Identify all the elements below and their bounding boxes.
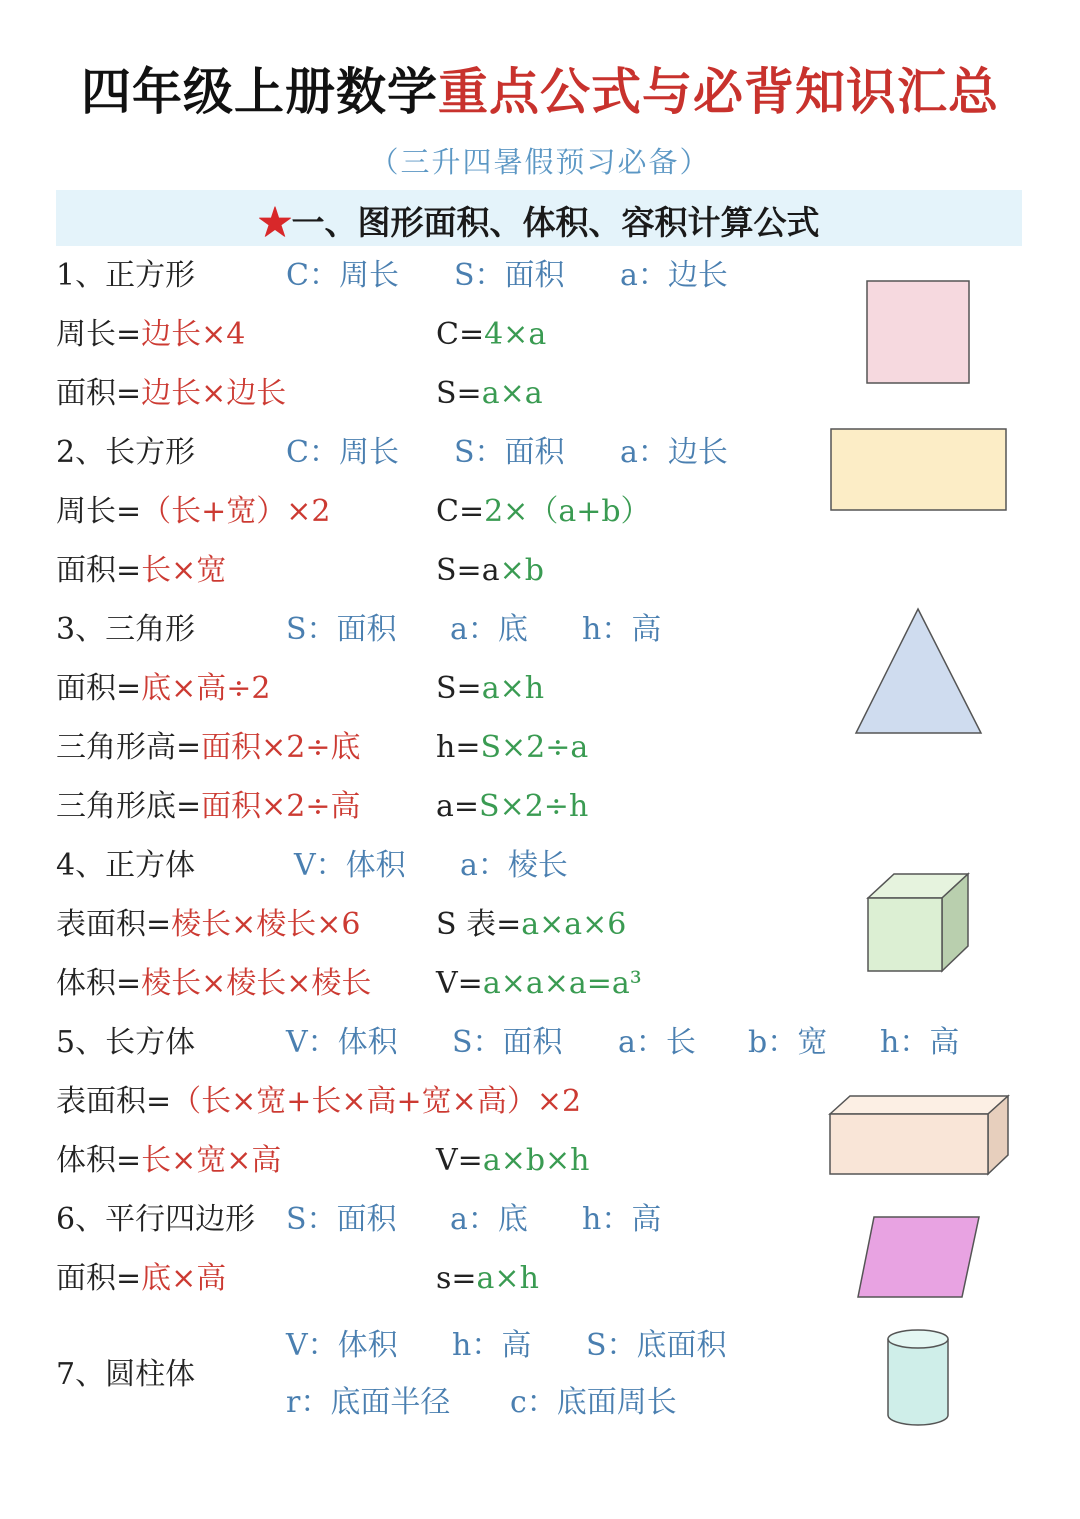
formula-text: 体积=棱长×棱长×棱长	[56, 966, 372, 1001]
legend-item: S：面积	[452, 1025, 563, 1060]
legend-item: h：高	[452, 1328, 532, 1363]
formula-text: 周长=边长×4	[56, 317, 246, 352]
cuboid-icon	[828, 1094, 1010, 1176]
formula-text: 表面积=（长×宽+长×高+宽×高）×2	[56, 1084, 582, 1119]
formula-symbolic: a=S×2÷h	[436, 789, 589, 824]
title-part-2: 重点公式与必背知识汇总	[438, 63, 999, 121]
formula-text: 面积=边长×边长	[56, 376, 287, 411]
legend-item: V：体积	[286, 1025, 398, 1060]
formula-symbolic: V=a×a×a=a³	[436, 966, 642, 1001]
parallelogram-icon	[856, 1214, 982, 1300]
triangle-heading: 3、三角形	[56, 612, 196, 647]
legend-item: a：边长	[620, 435, 728, 470]
legend-item: h：高	[582, 1202, 662, 1237]
legend-item: V：体积	[294, 848, 406, 883]
legend-item: a：长	[618, 1025, 696, 1060]
legend-item: C：周长	[286, 435, 399, 470]
legend-item: h：高	[582, 612, 662, 647]
legend-item: b：宽	[748, 1025, 828, 1060]
formula-text: 三角形底=面积×2÷高	[56, 789, 361, 824]
cylinder-icon	[884, 1328, 952, 1428]
formula-text: 周长=（长+宽）×2	[56, 494, 331, 529]
triangle-icon	[854, 606, 984, 736]
formula-symbolic: s=a×h	[436, 1261, 539, 1296]
square-icon	[866, 280, 972, 386]
section-band	[56, 190, 1022, 246]
formula-text: 面积=底×高÷2	[56, 671, 271, 706]
star-icon: ★	[258, 203, 292, 242]
legend-item: S：底面积	[586, 1328, 727, 1363]
title-part-1: 四年级上册数学	[81, 63, 438, 121]
formula-text: 表面积=棱长×棱长×6	[56, 907, 361, 942]
rectangle-icon	[830, 428, 1008, 512]
square-heading: 1、正方形	[56, 258, 196, 293]
legend-item: S：面积	[454, 435, 565, 470]
section-heading	[56, 197, 1022, 244]
cube-icon	[866, 872, 970, 974]
formula-symbolic: S=a×a	[436, 376, 543, 411]
formula-text: 面积=底×高	[56, 1261, 227, 1296]
formula-symbolic: V=a×b×h	[436, 1143, 590, 1178]
page-subtitle: （三升四暑假预习必备）	[369, 145, 711, 179]
formula-symbolic: S=a×b	[436, 553, 544, 588]
cuboid-heading: 5、长方体	[56, 1025, 196, 1060]
formula-symbolic: S 表=a×a×6	[436, 907, 627, 942]
cylinder-heading: 7、圆柱体	[56, 1357, 196, 1392]
formula-symbolic: S=a×h	[436, 671, 545, 706]
parallelogram-heading: 6、平行四边形	[56, 1202, 256, 1237]
legend-item: a：边长	[620, 258, 728, 293]
legend-item: a：底	[450, 612, 528, 647]
formula-text: 体积=长×宽×高	[56, 1143, 282, 1178]
legend-item: r：底面半径	[286, 1385, 451, 1420]
rectangle-heading: 2、长方形	[56, 435, 196, 470]
cube-heading: 4、正方体	[56, 848, 196, 883]
page-title	[0, 52, 1080, 124]
formula-text: 面积=长×宽	[56, 553, 227, 588]
legend-item: S：面积	[454, 258, 565, 293]
legend-item: h：高	[880, 1025, 960, 1060]
formula-symbolic: h=S×2÷a	[436, 730, 589, 765]
legend-item: V：体积	[286, 1328, 398, 1363]
legend-item: a：棱长	[460, 848, 568, 883]
legend-item: c：底面周长	[510, 1385, 677, 1420]
section-heading-text: 一、图形面积、体积、容积计算公式	[291, 203, 820, 242]
legend-item: a：底	[450, 1202, 528, 1237]
legend-item: S：面积	[286, 1202, 397, 1237]
formula-text: 三角形高=面积×2÷底	[56, 730, 361, 765]
legend-item: S：面积	[286, 612, 397, 647]
formula-symbolic: C=2×（a+b）	[436, 494, 651, 529]
formula-symbolic: C=4×a	[436, 317, 547, 352]
legend-item: C：周长	[286, 258, 399, 293]
